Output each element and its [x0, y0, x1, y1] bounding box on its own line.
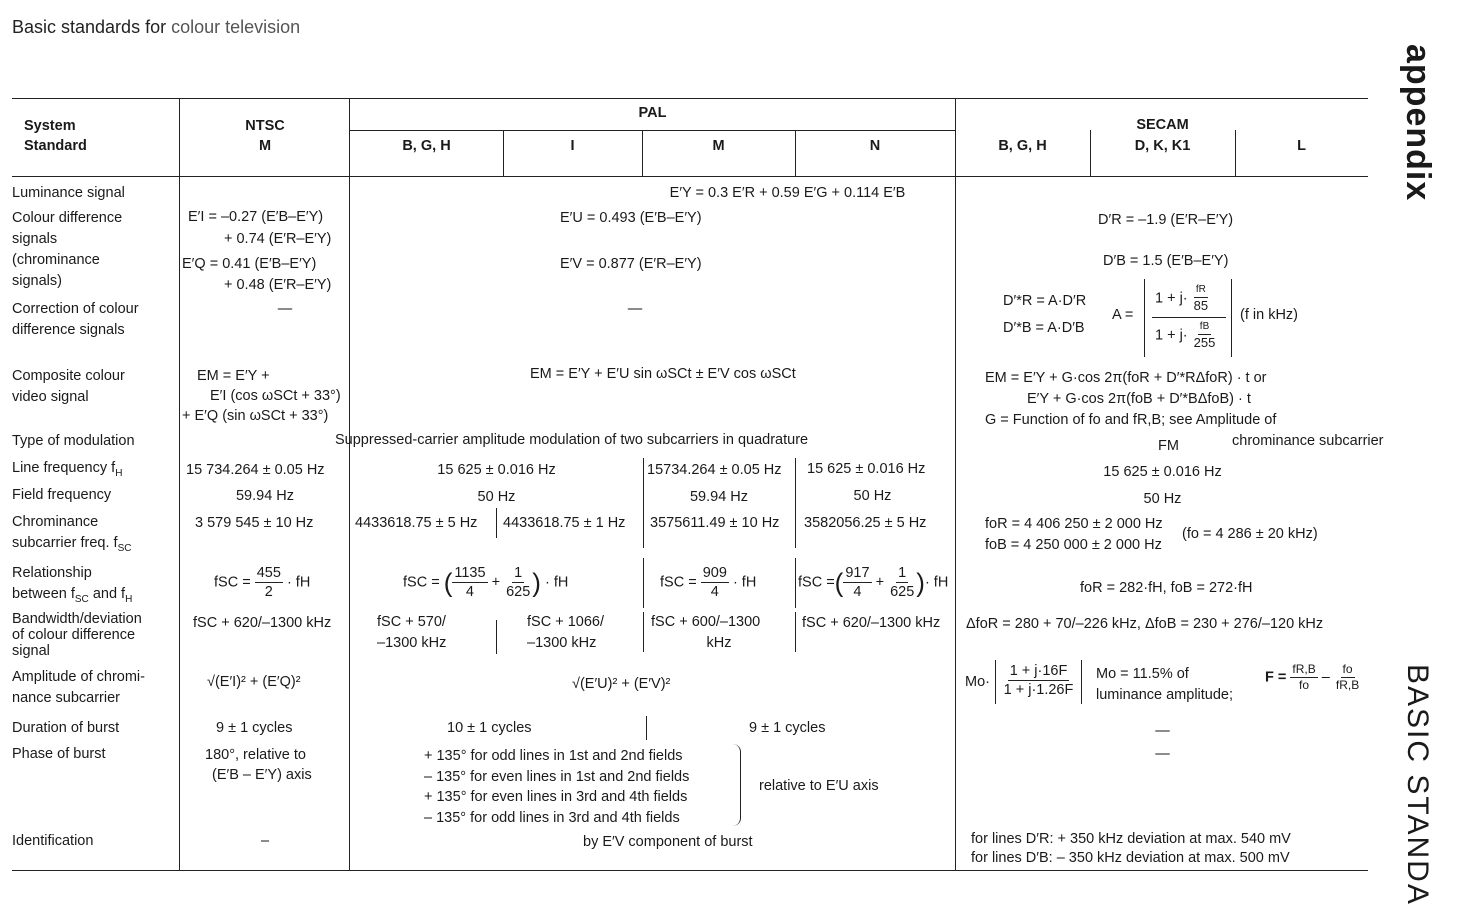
phase-brace	[732, 744, 741, 826]
col-divider-ntsc	[179, 98, 180, 870]
cell-field-ntsc: 59.94 Hz	[235, 488, 295, 504]
header-secam-dk: D, K, K1	[1134, 138, 1191, 154]
cell-line-secam: 15 625 ± 0.016 Hz	[1103, 464, 1222, 480]
amp-secam-f-frac2	[1334, 662, 1361, 693]
secam-fr: fR	[1194, 284, 1208, 298]
cell-secam-comp-1: EM = E′Y + G·cos 2π(foR + D′*RΔfoR) · t or	[985, 370, 1267, 386]
row-label-line-frequency: Line frequency $f_H$	[12, 460, 123, 479]
header-secam-bgh: B, G, H	[998, 138, 1047, 154]
title-rest: colour television	[171, 17, 301, 37]
amp-secam-den: 1 + j·1.26F	[1003, 682, 1074, 699]
cell-rel-pal-bghi: fSC = ( $\frac{1135}{4}$ + $\frac{1}{625}$ ) · fH	[403, 565, 569, 601]
row-label-composite-1: Composite colour	[12, 368, 125, 384]
cell-sub-secam-b: foB = 4 250 000 ± 2 000 Hz	[985, 537, 1162, 553]
cell-bw-secam: ΔfoR = 280 + 70/–226 kHz, ΔfoB = 230 + 276/–120 kHz	[966, 616, 1324, 632]
cell-secam-a: A =	[1112, 307, 1134, 323]
rel-n-fh: · fH	[924, 574, 949, 591]
cell-modulation-secam: FM	[1158, 438, 1179, 454]
rel-m-frac	[701, 564, 729, 601]
header-pal-bgh: B, G, H	[402, 138, 451, 154]
cell-ntsc-comp-3: + E′Q (sin ωSCt + 33°)	[182, 408, 329, 424]
row-label-colour-diff-1: Colour difference	[12, 210, 123, 226]
cell-field-pal-bghi: 50 Hz	[477, 489, 516, 505]
title-main: Basic standards for	[12, 17, 167, 37]
cell-field-pal-n: 50 Hz	[853, 488, 892, 504]
header-system: System	[24, 118, 76, 134]
row-label-phase: Phase of burst	[12, 746, 106, 762]
cell-line-pal-bghi: 15 625 ± 0.016 Hz	[437, 462, 556, 478]
cell-phase-ntsc-1: 180°, relative to	[205, 747, 306, 763]
row-label-identification: Identification	[12, 833, 94, 849]
row-label-composite	[12, 366, 125, 408]
rel-m-num: 909	[701, 564, 729, 583]
header-pal-i: I	[570, 138, 575, 154]
side-label-basic-standards: BASIC STANDA	[1401, 664, 1434, 906]
cell-ident-pal: by E′V component of burst	[583, 834, 753, 850]
cell-rel-pal-m	[660, 564, 756, 601]
cell-sub-pal-bgh: 4433618.75 ± 5 Hz	[355, 515, 478, 531]
cell-sub-ntsc: 3 579 545 ± 10 Hz	[195, 515, 314, 531]
cell-divider-rel-m	[643, 558, 644, 608]
cell-sub-secam-r: foR = 4 406 250 ± 2 000 Hz	[985, 516, 1163, 532]
cell-divider-bw-i	[496, 620, 497, 654]
row-label-bandwidth-2: of colour difference	[12, 627, 136, 643]
rel-bghi-fh: · fH	[545, 574, 569, 591]
header-bottom-rule	[12, 176, 1368, 177]
cell-ntsc-ei-1: E′I = –0.27 (E′B–E′Y)	[188, 209, 324, 225]
phase-pal-3: + 135° for even lines in 3rd and 4th fields	[424, 789, 688, 805]
cell-sub-pal-m: 3575611.49 ± 10 Hz	[650, 515, 780, 531]
amp-secam-f-label: F =	[1265, 669, 1287, 686]
cell-field-secam: 50 Hz	[1143, 491, 1182, 507]
cell-amp-secam-pct-1: Mo = 11.5% of	[1096, 666, 1189, 682]
rel-bghi-fsc: fSC =	[403, 574, 440, 591]
pal-sub-rule	[350, 130, 955, 131]
rel-ntsc-den: 2	[264, 584, 273, 601]
cell-secam-comp-4: chrominance subcarrier	[1232, 433, 1384, 449]
cell-line-pal-m: 15734.264 ± 0.05 Hz	[647, 462, 782, 478]
cell-phase-pal-rel: relative to E′U axis	[759, 778, 879, 794]
header-pal: PAL	[638, 105, 667, 121]
row-label-chroma-sub: Chrominance subcarrier freq. $f_{SC}$	[12, 514, 132, 554]
rel-m-fh: · fH	[732, 574, 757, 591]
header-standard: Standard	[24, 138, 87, 154]
cell-bw-pal-i-1: fSC + 1066/	[527, 614, 604, 630]
cell-rel-pal-n: fSC =( $\frac{917}{4}$ + $\frac{1}{625}$ )· fH	[798, 565, 949, 601]
amp-secam-num: 1 + j·16F	[1008, 662, 1070, 681]
amp-mo-bar-right	[1081, 660, 1082, 704]
header-ntsc-name: NTSC	[245, 118, 285, 134]
cell-bw-pal-m-1: fSC + 600/–1300	[651, 614, 761, 630]
secam-a-den-prefix: 1 + j·	[1155, 327, 1188, 344]
row-label-relationship-3: and f	[92, 586, 126, 602]
cell-ident-secam-1: for lines D′R: + 350 kHz deviation at max. 540 mV	[971, 831, 1291, 847]
col-divider-secam	[955, 98, 956, 870]
cell-divider-sub-i	[496, 508, 497, 538]
header-pal-m: M	[712, 138, 725, 154]
cell-line-ntsc: 15 734.264 ± 0.05 Hz	[186, 462, 325, 478]
cell-amp-secam-pct-2: luminance amplitude;	[1096, 687, 1234, 703]
row-label-correction	[12, 299, 139, 341]
row-label-correction-1: Correction of colour	[12, 301, 139, 317]
rel-ntsc-num: 455	[255, 564, 283, 583]
rel-bghi-den2: 625	[506, 584, 531, 601]
secam-a-num	[1155, 284, 1210, 314]
table-top-rule	[12, 98, 1368, 99]
cell-ntsc-eq-2: + 0.48 (E′R–E′Y)	[224, 277, 332, 293]
secam-a-num-frac	[1192, 284, 1210, 314]
row-label-line-frequency-text: Line frequency f	[12, 460, 116, 476]
rel-bghi-den1: 4	[465, 584, 474, 601]
rel-ntsc-frac	[255, 564, 283, 601]
cell-dur-pal-b: 9 ± 1 cycles	[749, 720, 826, 736]
amp-secam-minus: –	[1321, 669, 1330, 686]
cell-secam-comp-3: G = Function of fo and fR,B; see Amplitude of	[985, 412, 1277, 428]
rel-ntsc-fh: · fH	[286, 574, 311, 591]
cell-dur-pal-a: 10 ± 1 cycles	[447, 720, 532, 736]
cell-luminance: E′Y = 0.3 E′R + 0.59 E′G + 0.114 E′B	[669, 185, 906, 201]
header-ntsc-m: M	[258, 138, 272, 154]
side-label-appendix: appendix	[1399, 44, 1437, 202]
cell-divider-bw-n	[795, 612, 796, 652]
header-ntsc	[180, 116, 350, 156]
rel-n-frac1	[843, 564, 871, 601]
secam-a-den	[1155, 321, 1217, 351]
cell-dur-secam: —	[1155, 723, 1170, 739]
phase-pal-4: – 135° for odd lines in 3rd and 4th fields	[424, 809, 680, 826]
page-title	[12, 16, 300, 39]
amp-f2-num: fo	[1342, 662, 1353, 676]
cell-ntsc-ei-2: + 0.74 (E′R–E′Y)	[224, 231, 332, 247]
row-label-colour-diff-3: (chrominance	[12, 252, 100, 268]
cell-secam-fkhz: (f in kHz)	[1240, 307, 1298, 323]
cell-ntsc-comp-1: EM = E′Y +	[197, 368, 270, 384]
cell-sub-pal-i: 4433618.75 ± 1 Hz	[503, 515, 626, 531]
rel-bghi-frac2	[504, 564, 532, 601]
cell-ntsc-correction: —	[277, 301, 293, 317]
secam-a-bar-left	[1144, 279, 1145, 357]
amp-secam-mo-frac	[1002, 662, 1076, 699]
row-label-amplitude-1: Amplitude of chromi-	[12, 669, 145, 685]
row-label-modulation: Type of modulation	[12, 433, 135, 449]
amp-f2-den: fR,B	[1335, 678, 1360, 692]
rel-n-den1: 4	[853, 584, 862, 601]
row-label-relationship: Relationship between $f_{SC}$ and $f_H$	[12, 565, 133, 605]
cell-ident-secam-2: for lines D′B: – 350 kHz deviation at max. 500 mV	[971, 850, 1290, 866]
cell-phase-secam: —	[1155, 746, 1170, 762]
rel-bghi-frac1	[452, 564, 487, 601]
cell-bw-pal-bgh-2: –1300 kHz	[377, 635, 447, 651]
cell-pal-eu: E′U = 0.493 (E′B–E′Y)	[560, 210, 702, 226]
row-label-composite-2: video signal	[12, 389, 89, 405]
secam-85: 85	[1193, 297, 1209, 313]
row-label-bandwidth-1: Bandwidth/deviation	[12, 611, 142, 627]
cell-divider-rel-n	[795, 558, 796, 608]
row-label-duration: Duration of burst	[12, 720, 120, 736]
cell-amp-ntsc: √(E′I)² + (E′Q)²	[207, 674, 301, 690]
cell-secam-dr: D′R = –1.9 (E′R–E′Y)	[1098, 212, 1234, 228]
rel-bghi-num1: 1135	[452, 564, 487, 583]
cell-bw-pal-m-2: kHz	[706, 635, 732, 651]
cell-phase-ntsc-2: (E′B – E′Y) axis	[212, 767, 312, 783]
row-label-relationship-1: Relationship	[12, 565, 92, 581]
header-secam-l: L	[1297, 138, 1306, 154]
header-pal-n: N	[869, 138, 881, 154]
table-bottom-rule	[12, 870, 1368, 871]
rel-n-den2: 625	[890, 584, 915, 601]
cell-field-pal-m: 59.94 Hz	[689, 489, 749, 505]
rel-m-den: 4	[710, 584, 719, 601]
rel-m-fsc: fSC =	[660, 574, 697, 591]
amp-secam-f-frac1	[1290, 662, 1317, 693]
row-label-colour-diff-4: signals)	[12, 273, 62, 289]
secam-a-bar-right	[1231, 279, 1232, 357]
cell-amp-secam-f	[1265, 662, 1361, 693]
secam-fb: fB	[1198, 321, 1211, 335]
row-label-amplitude-2: nance subcarrier	[12, 690, 120, 706]
col-divider-pal	[349, 98, 350, 870]
cell-secam-corr-b: D′*B = A·D′B	[1003, 320, 1085, 336]
cell-pal-correction: —	[627, 301, 643, 317]
row-label-relationship-2: between f	[12, 586, 75, 602]
header-system-standard	[24, 116, 87, 156]
cell-bw-pal-n: fSC + 620/–1300 kHz	[802, 615, 941, 631]
rel-n-num1: 917	[843, 564, 871, 583]
cell-bw-ntsc: fSC + 620/–1300 kHz	[193, 615, 332, 631]
row-label-chroma-sub-1: Chrominance	[12, 514, 99, 530]
cell-rel-secam: foR = 282·fH, foB = 272·fH	[1080, 580, 1253, 596]
rel-n-frac2	[888, 564, 916, 601]
header-secam: SECAM	[1136, 117, 1189, 133]
secam-a-den-frac	[1192, 321, 1218, 351]
cell-phase-pal	[424, 746, 689, 828]
cell-secam-comp-2: E′Y + G·cos 2π(foB + D′*BΔfoB) · t	[1027, 391, 1251, 407]
row-label-bandwidth-3: signal	[12, 643, 50, 659]
row-label-chroma-sub-2: subcarrier freq. f	[12, 535, 118, 551]
cell-amp-secam-mo: Mo·	[965, 674, 990, 690]
cell-pal-composite: EM = E′Y + E′U sin ωSCt ± E′V cos ωSCt	[530, 366, 796, 382]
amp-f1-num: fR,B	[1292, 662, 1316, 676]
cell-secam-corr-r: D′*R = A·D′R	[1003, 293, 1087, 309]
row-label-field-frequency: Field frequency	[12, 487, 112, 503]
rel-bghi-num2: 1	[512, 564, 524, 583]
row-label-correction-2: difference signals	[12, 322, 125, 338]
row-label-colour-diff-2: signals	[12, 231, 58, 247]
secam-a-fraction-bar	[1152, 317, 1226, 318]
cell-modulation-ntsc-pal: Suppressed-carrier amplitude modulation of two subcarriers in quadrature	[335, 432, 809, 448]
cell-ntsc-eq-1: E′Q = 0.41 (E′B–E′Y)	[182, 256, 317, 272]
amp-secam-frac	[996, 662, 1081, 699]
row-label-colour-difference	[12, 208, 122, 292]
phase-pal-1: + 135° for odd lines in 1st and 2nd fields	[424, 748, 683, 764]
cell-line-pal-n: 15 625 ± 0.016 Hz	[807, 461, 926, 477]
row-label-bandwidth	[12, 611, 142, 659]
cell-sub-pal-n: 3582056.25 ± 5 Hz	[804, 515, 927, 531]
phase-pal-2: – 135° for even lines in 1st and 2nd fields	[424, 768, 690, 785]
cell-pal-ev: E′V = 0.877 (E′R–E′Y)	[560, 256, 702, 272]
cell-divider-duration	[646, 716, 647, 740]
row-label-luminance: Luminance signal	[12, 185, 125, 201]
row-label-amplitude	[12, 667, 145, 709]
secam-a-num-prefix: 1 + j·	[1155, 290, 1188, 307]
cell-bw-pal-bgh-1: fSC + 570/	[377, 614, 446, 630]
rel-n-fsc: fSC =	[798, 574, 835, 591]
cell-dur-ntsc: 9 ± 1 cycles	[216, 720, 293, 736]
amp-f1-den: fo	[1299, 678, 1310, 692]
secam-255: 255	[1193, 334, 1216, 350]
cell-ntsc-comp-2: E′I (cos ωSCt + 33°)	[210, 388, 341, 404]
cell-secam-db: D′B = 1.5 (E′B–E′Y)	[1103, 253, 1229, 269]
cell-sub-secam-fo: (fo = 4 286 ± 20 kHz)	[1182, 526, 1318, 542]
cell-ident-ntsc: –	[260, 833, 270, 849]
rel-ntsc-fsc: fSC =	[214, 574, 251, 591]
rel-n-num2: 1	[896, 564, 908, 583]
cell-amp-pal: √(E′U)² + (E′V)²	[572, 676, 671, 692]
cell-bw-pal-i-2: –1300 kHz	[527, 635, 597, 651]
cell-rel-ntsc	[214, 564, 310, 601]
